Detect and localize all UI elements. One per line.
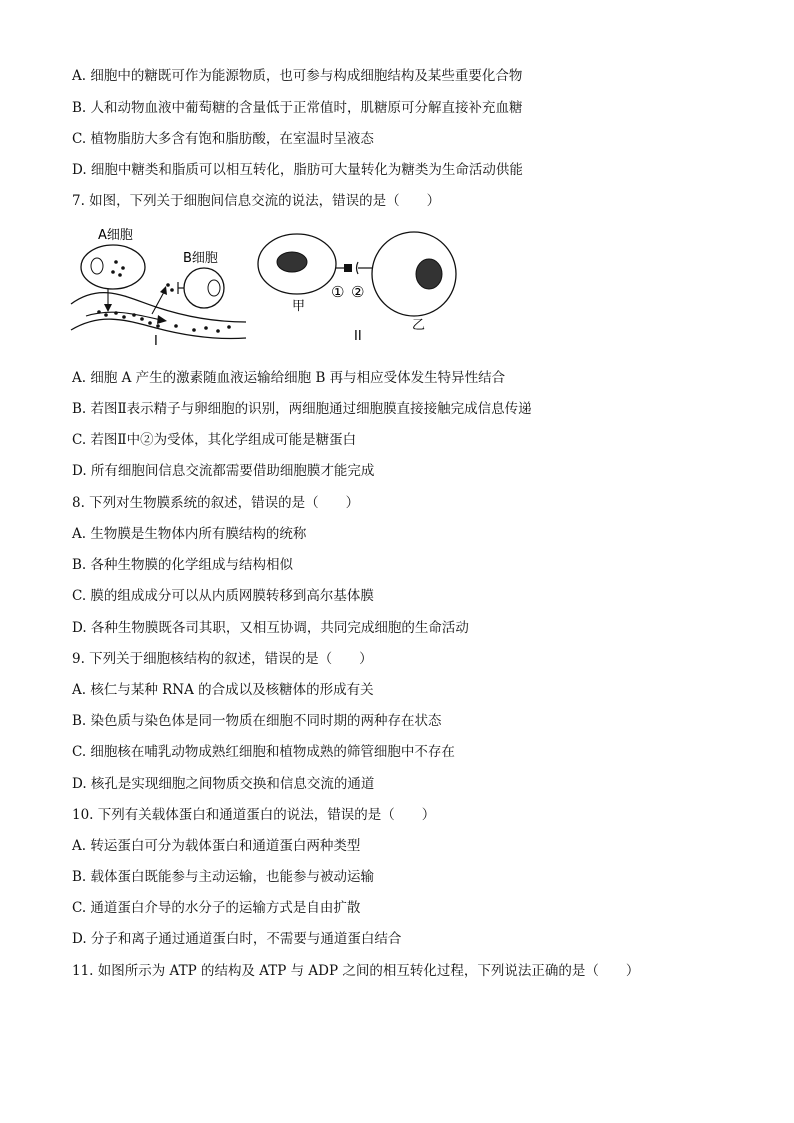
q7-option-d: D. 所有细胞间信息交流都需要借助细胞膜才能完成	[72, 463, 375, 479]
q7-figure-1	[66, 222, 256, 347]
jia-label: 甲	[292, 299, 306, 314]
q6-option-d: D. 细胞中糖类和脂质可以相互转化，脂肪可大量转化为糖类为生命活动供能	[72, 162, 523, 178]
b-cell	[184, 268, 224, 308]
a-cell-nucleus	[91, 258, 103, 274]
signal-molecule	[344, 264, 352, 272]
a-cell-label: A细胞	[98, 228, 133, 243]
q8-option-b: B. 各种生物膜的化学组成与结构相似	[72, 557, 294, 573]
label-circle-2: ②	[351, 283, 365, 301]
figure-1-label: I	[154, 334, 158, 347]
q8-option-c: C. 膜的组成成分可以从内质网膜转移到高尔基体膜	[72, 588, 374, 604]
q7-option-c: C. 若图Ⅱ中②为受体，其化学组成可能是糖蛋白	[72, 432, 357, 448]
q9-stem: 9. 下列关于细胞核结构的叙述，错误的是（ ）	[72, 651, 373, 667]
q10-option-c: C. 通道蛋白介导的水分子的运输方式是自由扩散	[72, 900, 361, 916]
yi-cell	[372, 232, 456, 316]
figure-2-label: II	[354, 329, 362, 344]
q7-figure-2	[254, 226, 464, 346]
yi-cell-nucleus	[416, 259, 442, 289]
q8-option-a: A. 生物膜是生物体内所有膜结构的统称	[72, 526, 307, 542]
q6-option-c: C. 植物脂肪大多含有饱和脂肪酸，在室温时呈液态	[72, 131, 374, 147]
q10-stem: 10. 下列有关载体蛋白和通道蛋白的说法，错误的是（ ）	[72, 807, 436, 823]
q9-option-c: C. 细胞核在哺乳动物成熟红细胞和植物成熟的筛管细胞中不存在	[72, 744, 455, 760]
q8-stem: 8. 下列对生物膜系统的叙述，错误的是（ ）	[72, 495, 360, 511]
q10-option-a: A. 转运蛋白可分为载体蛋白和通道蛋白两种类型	[72, 838, 361, 854]
jia-cell-nucleus	[277, 252, 307, 272]
q7-stem: 7. 如图，下列关于细胞间信息交流的说法，错误的是（ ）	[72, 193, 441, 209]
q9-option-a: A. 核仁与某种 RNA 的合成以及核糖体的形成有关	[72, 682, 374, 698]
q8-option-d: D. 各种生物膜既各司其职，又相互协调，共同完成细胞的生命活动	[72, 620, 469, 636]
yi-label: 乙	[412, 318, 426, 333]
q6-option-a: A. 细胞中的糖既可作为能源物质，也可参与构成细胞结构及某些重要化合物	[72, 68, 523, 84]
q10-option-d: D. 分子和离子通过通道蛋白时，不需要与通道蛋白结合	[72, 931, 402, 947]
q7-option-b: B. 若图Ⅱ表示精子与卵细胞的识别，两细胞通过细胞膜直接接触完成信息传递	[72, 401, 532, 417]
b-cell-nucleus	[208, 280, 220, 296]
b-cell-label: B细胞	[183, 251, 218, 266]
q10-option-b: B. 载体蛋白既能参与主动运输，也能参与被动运输	[72, 869, 375, 885]
q9-option-b: B. 染色质与染色体是同一物质在细胞不同时期的两种存在状态	[72, 713, 442, 729]
q9-option-d: D. 核孔是实现细胞之间物质交换和信息交流的通道	[72, 776, 375, 792]
q7-option-a: A. 细胞 A 产生的激素随血液运输给细胞 B 再与相应受体发生特异性结合	[72, 370, 506, 386]
q11-stem: 11. 如图所示为 ATP 的结构及 ATP 与 ADP 之间的相互转化过程，下列说法正确的是（ ）	[72, 963, 640, 979]
label-circle-1: ①	[331, 283, 345, 301]
q6-option-b: B. 人和动物血液中葡萄糖的含量低于正常值时，肌糖原可分解直接补充血糖	[72, 100, 523, 116]
